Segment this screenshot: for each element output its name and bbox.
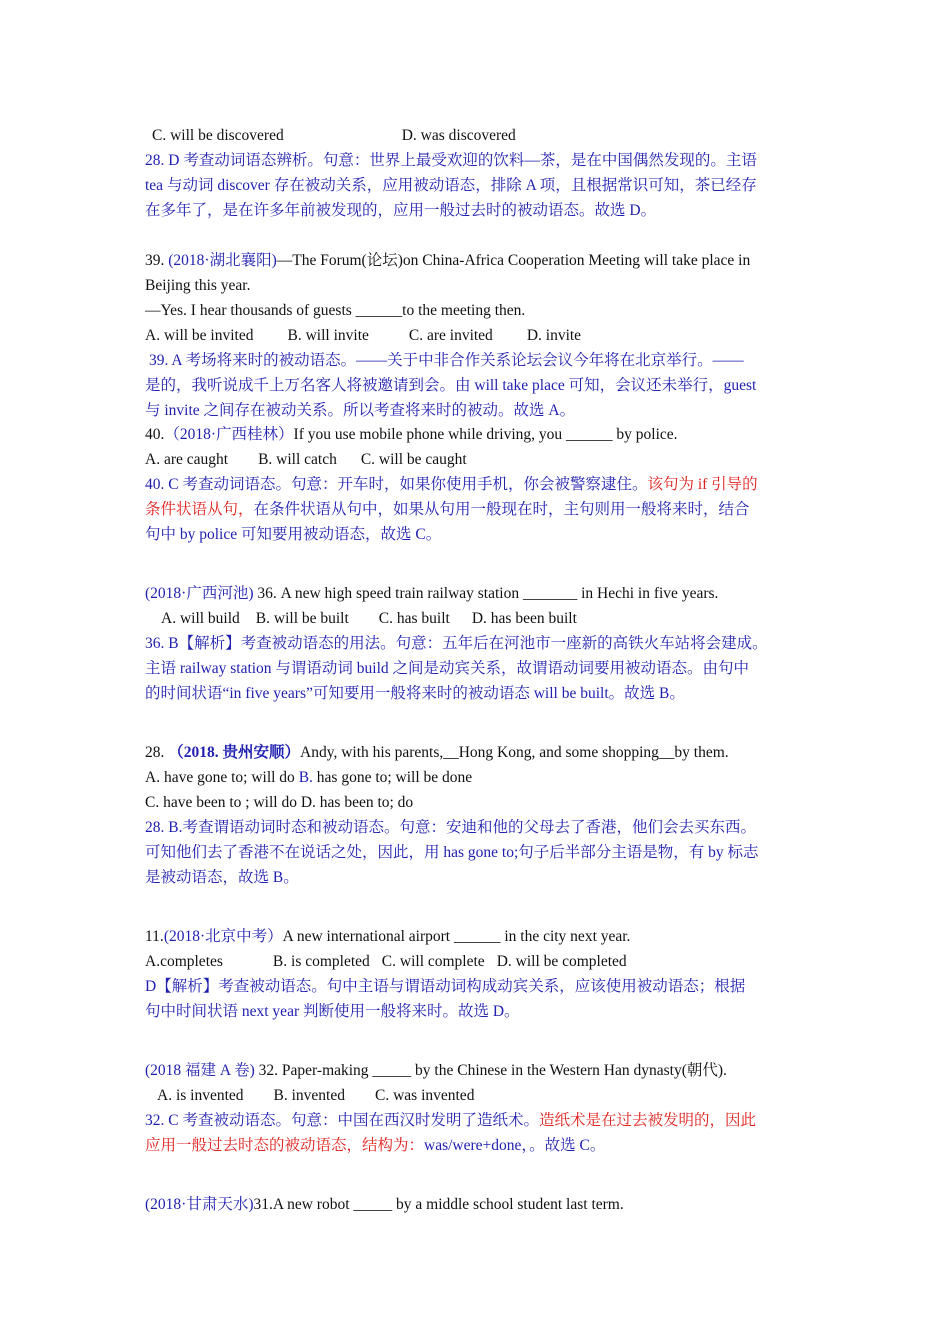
q28a-option-d: D. was discovered [401,127,516,144]
q40-option-a: A. are caught [145,451,229,468]
q40-answer-highlight: 该句为 if 引导的 [647,476,758,493]
q32-answer-text: 32. C 考查被动语态。句意：中国在西汉时发明了造纸术。 [145,1112,539,1129]
q32-answer-line-2 [145,1135,605,1157]
q40-answer-text-2: 在条件状语从句中，如果从句用一般现在时，主句则用一般将来时，结合 [253,501,750,518]
q28b-stem-text: Andy, with his parents,__Hong Kong, and some shopping__by them. [300,744,729,761]
q11-answer-line-2: 句中时间状语 next year 判断使用一般将来时。故选 D。 [145,1003,520,1020]
q36-answer-line-2: 主语 railway station 与谓语动词 build 之间是动宾关系，故谓语动词要用被动语态。由句中 [145,660,750,677]
q39-source: (2018·湖北襄阳) [168,252,277,269]
q40-answer-line-1 [145,474,758,496]
q32-answer-highlight-2: 应用一般过去时态的被动语态，结构为： [145,1137,425,1154]
q39-stem-line-1 [145,250,750,272]
q31-stem [145,1194,624,1216]
q36-stem [145,583,718,605]
q39-stem-line-3: —Yes. I hear thousands of guests ______to the meeting then. [145,302,526,319]
q40-options [145,449,467,471]
q39-number: 39. [145,252,169,269]
q39-options [145,325,581,347]
q39-answer-line-3: 与 invite 之间存在被动关系。所以考查将来时的被动。故选 A。 [145,402,576,419]
q36-answer-line-3: 的时间状语“in five years”可知要用一般将来时的被动语态 will be built。故选 B。 [145,685,685,702]
q11-option-d: D. will be completed [496,953,627,970]
q11-number: 11. [145,928,164,945]
q40-option-b: B. will catch [258,451,337,468]
q11-source: (2018·北京中考） [163,928,283,945]
q40-answer-line-2 [145,499,750,521]
q28a-options [152,125,516,147]
q28b-answer-line-3: 是被动语态，故选 B。 [145,869,299,886]
q39-option-c: C. are invited [408,327,493,344]
q28a-answer-line-2: tea 与动词 discover 存在被动关系，应用被动语态，排除 A 项，且根据常识可知，茶已经存 [145,177,757,194]
q28b-option-a: A. have gone to; will do [145,769,299,786]
q32-stem [145,1060,727,1082]
q28a-answer-line-3: 在多年了，是在许多年前被发现的，应用一般过去时的被动语态。故选 D。 [145,202,657,219]
q40-answer-highlight-2: 条件状语从句， [145,501,254,518]
q36-option-d: D. has been built [471,610,577,627]
q39-answer-line-1: 39. A 考场将来时的被动语态。——关于中非合作关系论坛会议今年将在北京举行。—— [149,352,744,369]
q40-stem-text: If you use mobile phone while driving, you ______ by police. [293,426,678,443]
q11-stem-text: A new international airport ______ in the city next year. [282,928,631,945]
q28b-number: 28. [145,744,169,761]
q39-stem-text: —The Forum(论坛)on China-Africa Cooperation Meeting will take place in [276,252,751,269]
q11-options [145,951,627,973]
q11-answer-line-1: D【解析】考查被动语态。句中主语与谓语动词构成动宾关系，应该使用被动语态；根据 [145,978,746,995]
q40-stem [145,424,678,446]
q32-answer-text-2: was/were+done，。故选 C。 [424,1137,606,1154]
q32-stem-text: 32. Paper-making _____ by the Chinese in the Western Han dynasty(朝代). [254,1062,727,1079]
q32-answer-line-1 [145,1110,756,1132]
q40-number: 40. [145,426,165,443]
q28b-answer-line-1: 28. B.考查谓语动词时态和被动语态。句意：安迪和他的父母去了香港，他们会去买东西。 [145,819,756,836]
q40-source: （2018·广西桂林） [164,426,294,443]
q11-option-c: C. will complete [381,953,485,970]
q32-answer-highlight: 造纸术是在过去被发明的，因此 [538,1112,756,1129]
q28b-options-line-1 [145,767,472,789]
q32-options [157,1085,474,1107]
q40-option-c: C. will be caught [360,451,467,468]
q11-option-a: A.completes [145,953,223,970]
q36-option-c: C. has built [378,610,450,627]
q28b-stem [145,742,729,764]
q32-option-c: C. was invented [375,1087,475,1104]
q36-source: (2018·广西河池) [145,585,254,602]
q28b-option-b-letter: B. [298,769,313,786]
q11-option-b: B. is completed [272,953,370,970]
q36-options [161,608,577,630]
q28b-option-b: has gone to; will be done [312,769,473,786]
q36-stem-text: 36. A new high speed train railway station _______ in Hechi in five years. [253,585,719,602]
q39-option-b: B. will invite [287,327,369,344]
q32-source: (2018 福建 A 卷) [145,1062,255,1079]
q36-option-b: B. will be built [255,610,349,627]
q28a-answer-line-1: 28. D 考查动词语态辨析。句意：世界上最受欢迎的饮料—茶，是在中国偶然发现的。主语 [145,152,757,169]
q28b-options-line-2: C. have been to ; will do D. has been to; do [145,794,414,811]
q40-answer-text: 40. C 考查动词语态。句意：开车时，如果你使用手机，你会被警察逮住。 [145,476,648,493]
q40-answer-line-3: 句中 by police 可知要用被动语态，故选 C。 [145,526,442,543]
q11-stem [145,926,630,948]
q39-option-a: A. will be invited [145,327,254,344]
q28b-source: （2018. 贵州安顺） [168,744,301,761]
q36-option-a: A. will build [161,610,240,627]
q28a-option-c: C. will be discovered [152,127,284,144]
q31-source: (2018·甘肃天水) [145,1196,254,1213]
q32-option-b: B. invented [273,1087,345,1104]
q39-option-d: D. invite [526,327,582,344]
q31-stem-text: 31.A new robot _____ by a middle school student last term. [253,1196,624,1213]
q39-stem-line-2: Beijing this year. [145,277,251,294]
q36-answer-line-1: 36. B【解析】考查被动语态的用法。句意：五年后在河池市一座新的高铁火车站将会建成。 [145,635,768,652]
q28b-answer-line-2: 可知他们去了香港不在说话之处，因此，用 has gone to;句子后半部分主语是物，有 by 标志 [145,844,759,861]
q32-option-a: A. is invented [157,1087,244,1104]
q39-answer-line-2: 是的，我听说成千上万名客人将被邀请到会。由 will take place 可知，会议还未举行，guest [145,377,757,394]
